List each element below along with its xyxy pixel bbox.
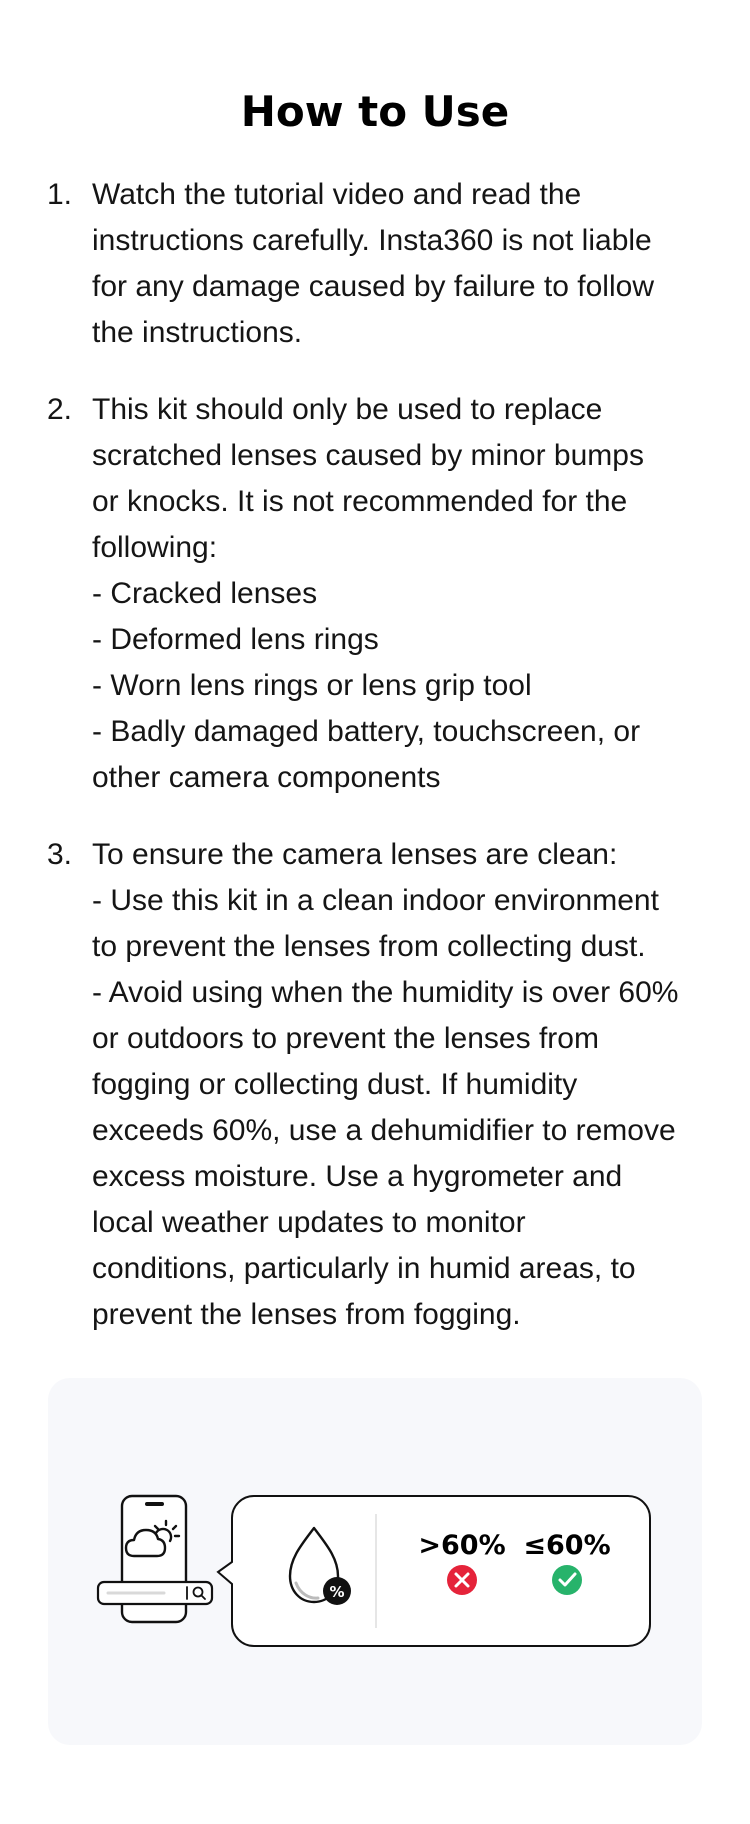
humidity-illustration [48, 1378, 702, 1745]
step-text-line: conditions, particularly in humid areas, to [92, 1252, 636, 1285]
step-text-line: to prevent the lenses from collecting dust. [92, 930, 646, 963]
step-text-line: instructions carefully. Insta360 is not liable [92, 224, 652, 257]
step-text-line: - Cracked lenses [92, 577, 318, 610]
step-text-line: - Use this kit in a clean indoor environment [92, 884, 659, 917]
step-text-line: or knocks. It is not recommended for the [92, 485, 628, 518]
instruction-step [47, 172, 712, 356]
low-humidity-label: ≤60% [523, 1530, 611, 1561]
instruction-list [47, 172, 712, 1369]
instruction-step [47, 832, 712, 1338]
speech-bubble [218, 1496, 650, 1646]
step-text-line: for any damage caused by failure to follow [92, 270, 654, 303]
humidity-illustration-card [48, 1378, 702, 1745]
instruction-step [47, 387, 712, 801]
step-text-line: - Badly damaged battery, touchscreen, or [92, 715, 641, 748]
step-text-line: Watch the tutorial video and read the [92, 178, 582, 211]
page-title: How to Use [240, 87, 510, 136]
step-number: 3. [47, 838, 73, 871]
step-text-line: excess moisture. Use a hygrometer and [92, 1160, 623, 1193]
step-text-line: other camera components [92, 761, 441, 794]
humidity-badge: % [329, 1583, 345, 1601]
step-text-line: This kit should only be used to replace [92, 393, 603, 426]
step-number: 1. [47, 178, 73, 211]
search-icon [98, 1582, 212, 1604]
step-text-line: or outdoors to prevent the lenses from [92, 1022, 599, 1055]
step-text-line: the instructions. [92, 316, 303, 349]
step-text-line: local weather updates to monitor [92, 1206, 526, 1239]
step-text-line: - Deformed lens rings [92, 623, 379, 656]
step-text-line: scratched lenses caused by minor bumps [92, 439, 644, 472]
cross-icon [447, 1565, 477, 1595]
high-humidity-label: >60% [418, 1530, 506, 1561]
step-number: 2. [47, 393, 73, 426]
check-icon [552, 1565, 582, 1595]
step-text-line: fogging or collecting dust. If humidity [92, 1068, 578, 1101]
step-text-line: To ensure the camera lenses are clean: [92, 838, 618, 871]
step-text-line: - Avoid using when the humidity is over 60% [92, 976, 679, 1009]
step-text-line: - Worn lens rings or lens grip tool [92, 669, 532, 702]
step-text-line: exceeds 60%, use a dehumidifier to remove [92, 1114, 676, 1147]
step-text-line: following: [92, 531, 218, 564]
step-text-line: prevent the lenses from fogging. [92, 1298, 521, 1331]
